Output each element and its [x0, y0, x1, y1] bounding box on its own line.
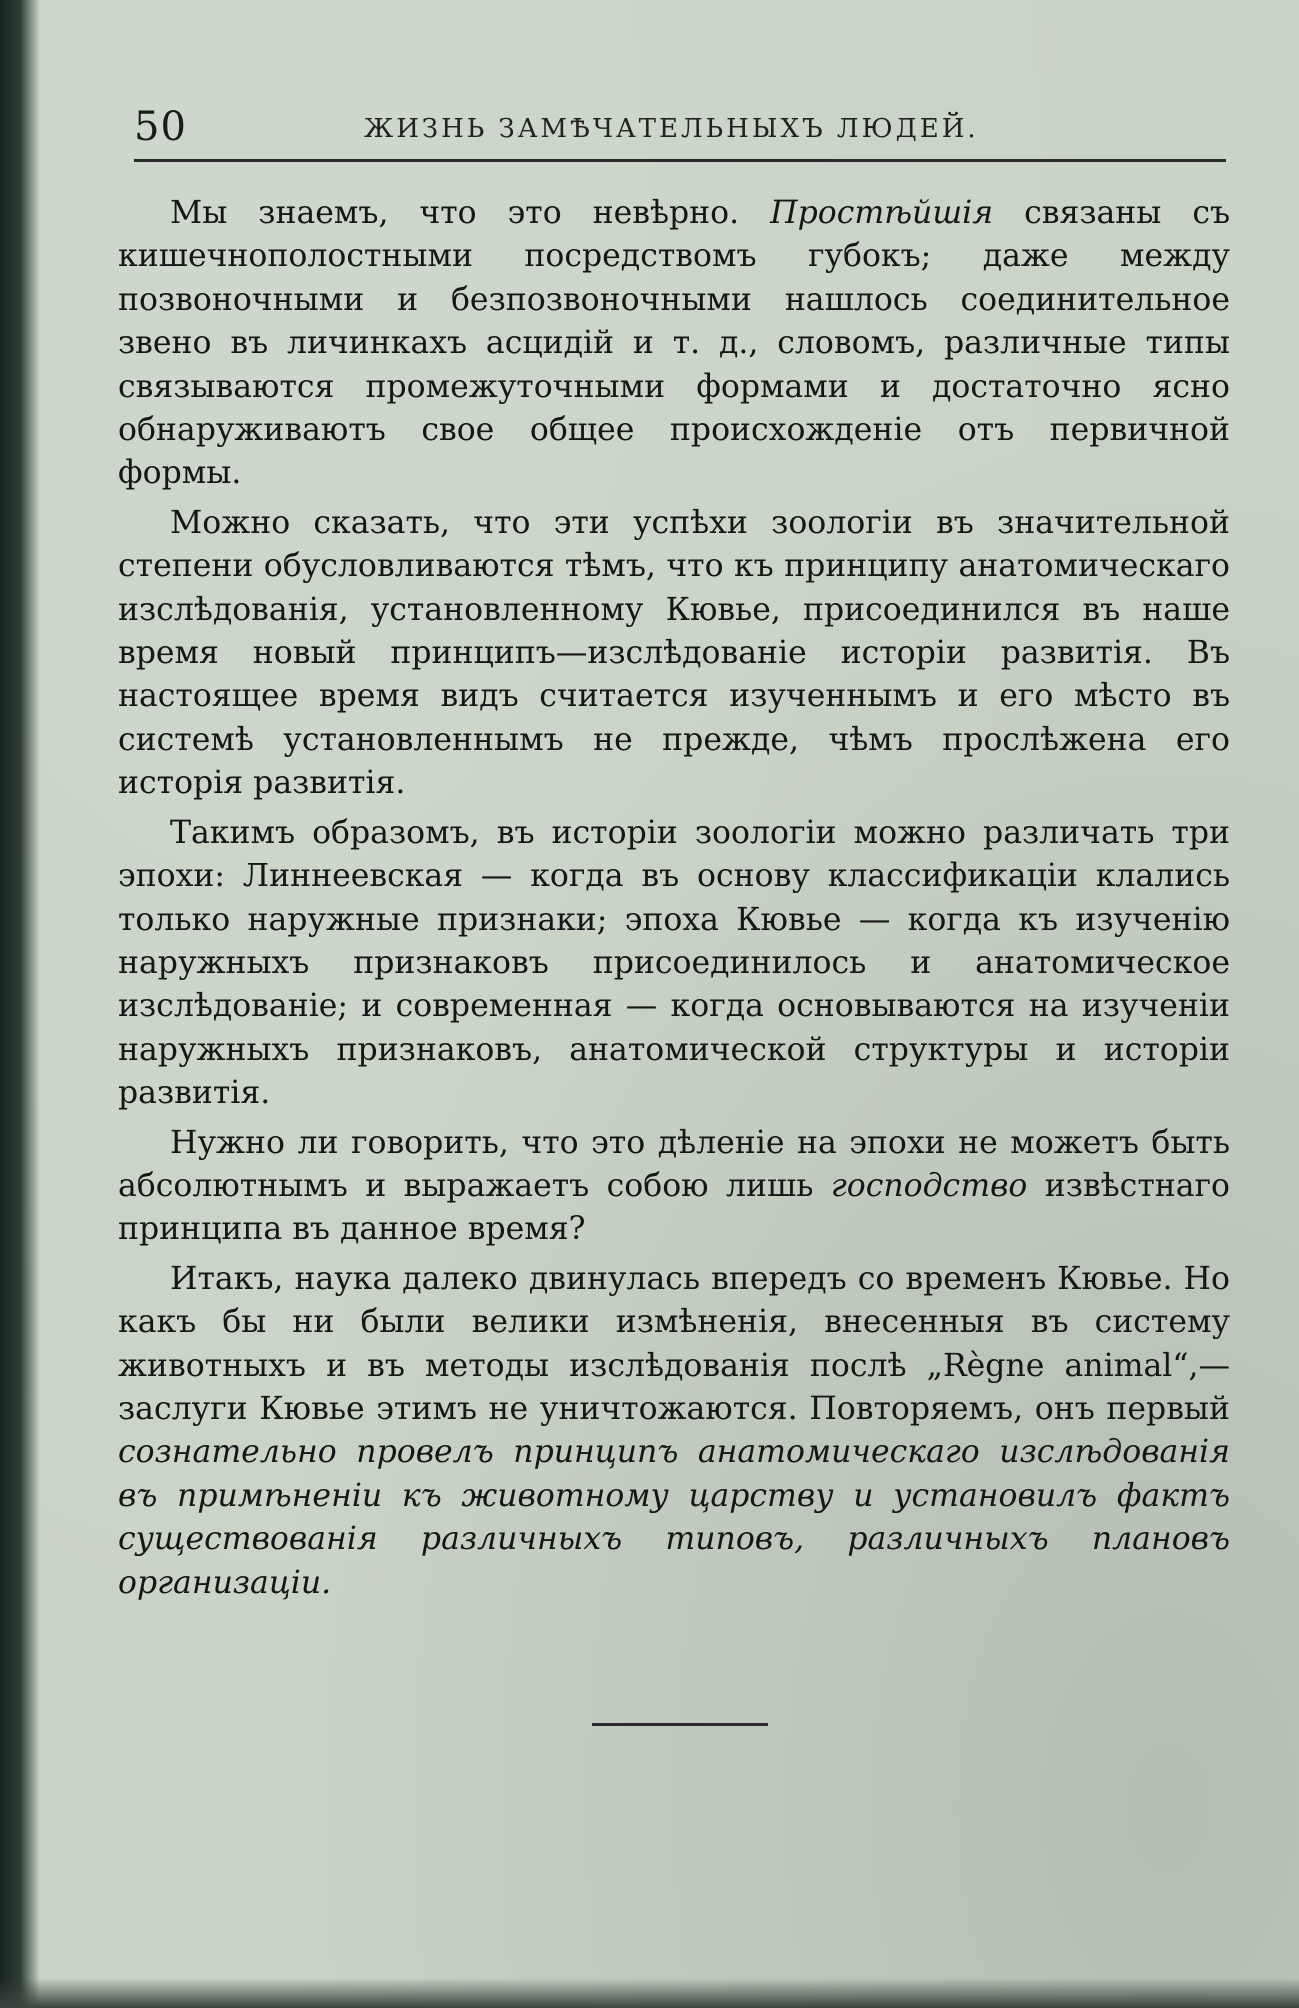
text-segment: Мы знаемъ, что это невѣрно. — [170, 195, 771, 231]
page-edge-shadow — [0, 0, 40, 2008]
paragraph — [118, 502, 1230, 806]
end-rule — [592, 1723, 768, 1726]
text-segment: Можно сказать, что эти успѣхи зоологіи въ значительной степени обусловливаются тѣмъ, что къ принципу анатомическаго изслѣдованія, установленному Кювье, присоединился въ наше время новый принципъ—изслѣдованіе исторіи развитія. Въ настоящее время видъ считается изученнымъ и его мѣсто въ системѣ установленнымъ не прежде, чѣмъ прослѣжена его исторія развитія. — [118, 504, 1230, 802]
italic-text: сознательно провелъ принципъ анатомическаго изслѣдованія въ примѣненіи къ животному царству и установилъ фактъ существованія различныхъ типовъ, различныхъ плановъ организаціи. — [118, 1434, 1230, 1601]
body-text — [118, 192, 1230, 1611]
paragraph — [118, 812, 1230, 1116]
text-segment: извѣстнаго принципа въ данное время? — [118, 1167, 1230, 1248]
paragraph — [118, 192, 1230, 496]
italic-text: Простѣйшія — [770, 195, 994, 231]
page-number: 50 — [134, 104, 187, 150]
page-header — [134, 100, 1226, 160]
italic-text: господство — [830, 1167, 1028, 1204]
paragraph — [118, 1258, 1230, 1605]
page-bottom-shadow — [0, 1978, 1299, 2008]
text-segment: Такимъ образомъ, въ исторіи зоологіи можно различать три эпохи: Линнеевская — когда въ основу классификаціи клались только наружные признаки; эпоха Кювье — когда къ изученію наружныхъ признаковъ присоединилось и анатомическое изслѣдованіе; и современная — когда основываются на изученіи наружныхъ признаковъ, анатомической структуры и исторіи развитія. — [118, 814, 1230, 1112]
paragraph — [118, 1122, 1230, 1252]
text-segment: Итакъ, наука далеко двинулась впередъ со временъ Кювье. Но какъ бы ни были велики измѣненія, внесенныя въ систему животныхъ и въ методы изслѣдованія послѣ „Règne animal“,—заслуги Кювье этимъ не уничтожаются. Повторяемъ, онъ первый — [118, 1260, 1230, 1427]
header-rule — [134, 159, 1226, 162]
running-title: ЖИЗНЬ ЗАМѢЧАТЕЛЬНЫХЪ ЛЮДЕЙ. — [364, 114, 979, 144]
text-segment: Нужно ли говорить, что это дѣленіе на эпохи не можетъ быть абсолютнымъ и выражаетъ собою лишь — [118, 1124, 1230, 1204]
text-segment: связаны съ кишечнополостными посредствомъ губокъ; даже между позвоночными и безпозвоночными нашлось соединительное звено въ личинкахъ асцидій и т. д., словомъ, различные типы связываются промежуточными формами и достаточно ясно обнаруживаютъ свое общее происхожденіе отъ первичной формы. — [118, 195, 1231, 492]
